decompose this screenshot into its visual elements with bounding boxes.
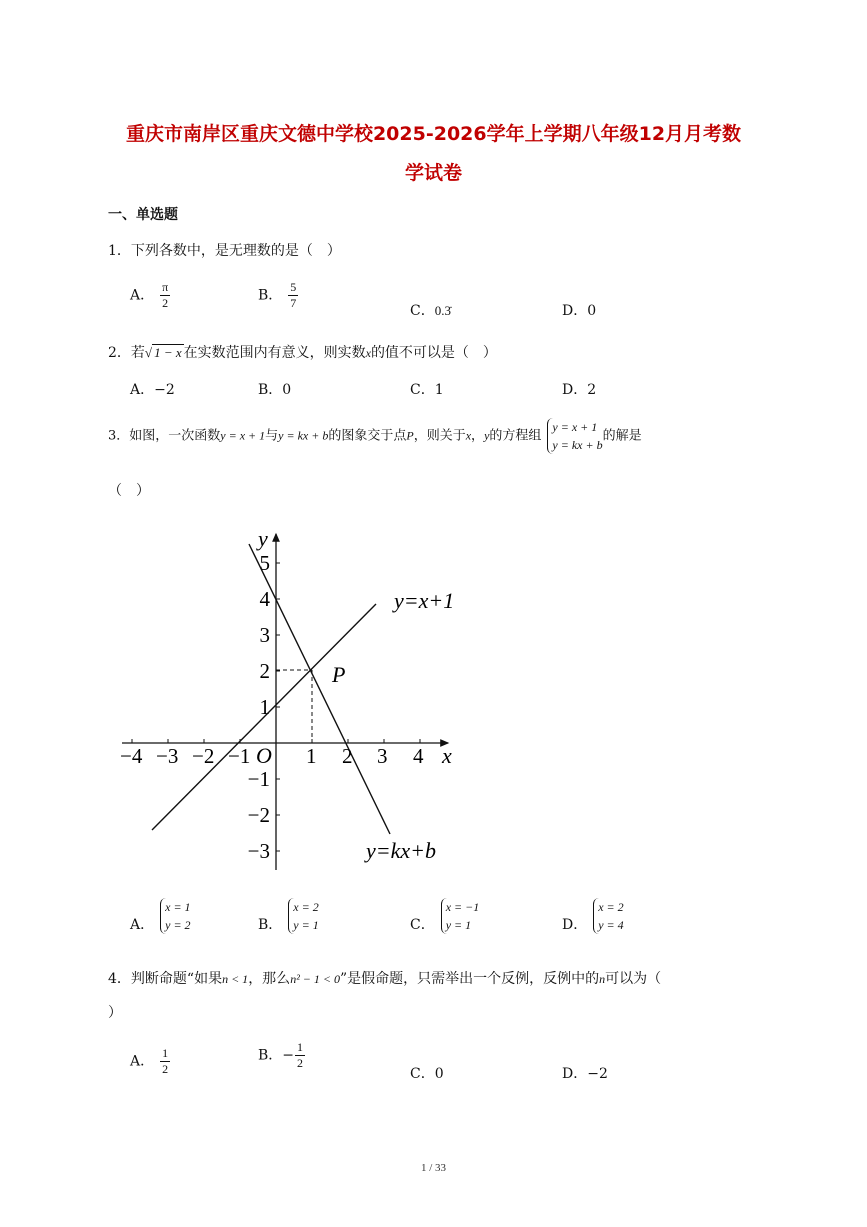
question-3-stem-end: （ ） [108,483,150,499]
x-tick-label: −4 [120,744,143,768]
question-2-option-a: A．−2 [130,382,175,398]
question-4-option-d: D．−2 [562,1066,608,1082]
fraction: $\frac{1}{2}$ [162,1046,169,1076]
question-1-option-c: C．0.3̇ [410,303,451,319]
section-heading: 一、单选题 [108,207,178,223]
question-3-option-b: B． x = 2 y = 1 [258,900,319,933]
x-tick-labels [120,744,424,768]
question-4-stem-end: ） [108,1005,122,1021]
question-4-option-a: A． $\frac{1}{2}$ [130,1046,169,1076]
question-1-option-b: B． $\frac{5}{7}$ [258,280,297,310]
page-title-continued: 学试卷 [404,162,462,184]
question-3-option-d: D． x = 2 y = 4 [562,900,624,933]
point-p-label: P [332,662,346,687]
y-tick-label: 1 [259,695,270,719]
question-1-option-d: D．0 [562,303,597,319]
y-tick-label: 3 [259,623,270,647]
question-2-option-d: D．2 [562,382,597,398]
equation-system: x = −1 y = 1 [441,898,480,934]
equation-system: x = 2 y = 1 [288,898,318,934]
y-tick-label: −2 [247,803,270,827]
x-tick-label: 2 [342,744,353,768]
y-tick-label: 4 [259,587,270,611]
fraction: $\frac{\pi}{2}$ [162,280,169,310]
fraction: $\frac{1}{2}$ [297,1040,304,1070]
equation-system: x = 2 y = 4 [593,898,623,934]
question-3-option-c: C． x = −1 y = 1 [410,900,480,933]
y-tick-label: 2 [259,659,270,683]
square-root: √ 1 − x [144,345,182,360]
question-4-option-b: B．− $\frac{1}{2}$ [258,1040,304,1070]
fraction: $\frac{5}{7}$ [290,280,297,310]
x-tick-label: 4 [413,744,424,768]
x-tick-label: −2 [192,744,215,768]
question-3-stem: 3．如图，一次函数y = x + 1与y = kx + b的图象交于点P，则关于x，y的方程组 y = x + 1 y = kx + b 的解是 [108,420,642,452]
y-tick-labels [248,551,271,863]
question-2-stem: 2．若√ 1 − x 在实数范围内有意义，则实数x的值不可以是（ ） [108,345,497,361]
y-axis-label: y [258,526,268,551]
y-tick-label: −1 [247,767,270,791]
equation-system: x = 1 y = 2 [160,898,190,934]
question-2-option-c: C．1 [410,382,444,398]
question-3-option-a: A． x = 1 y = 2 [130,900,191,933]
x-tick-label: 3 [377,744,388,768]
line2-label: y=kx+b [366,838,436,863]
question-4-stem: 4．判断命题“如果n < 1，那么n² − 1 < 0”是假命题，只需举出一个反例，反例中的n可以为（ [108,971,662,987]
x-axis-label: x [442,743,452,768]
line-y-equals-kx-plus-b [249,544,390,834]
function-graph [0,520,867,920]
y-tick-label: 5 [259,551,270,575]
question-4-option-c: C．0 [410,1066,444,1082]
equation-system: y = x + 1 y = kx + b [547,418,602,454]
question-2-option-b: B．0 [258,382,292,398]
page-title: 重庆市南岸区重庆文德中学校2025-2026学年上学期八年级12月月考数 [125,123,742,145]
x-tick-label: −1 [228,744,251,768]
page-number: 1 / 33 [420,1162,447,1174]
x-tick-label: −3 [156,744,179,768]
x-tick-label: 1 [306,744,317,768]
origin-label: O [256,743,272,768]
question-1-stem: 1．下列各数中，是无理数的是（ ） [108,243,341,259]
question-1-option-a: A． $\frac{\pi}{2}$ [130,280,169,310]
y-tick-label: −3 [247,839,270,863]
line1-label: y=x+1 [394,588,455,613]
